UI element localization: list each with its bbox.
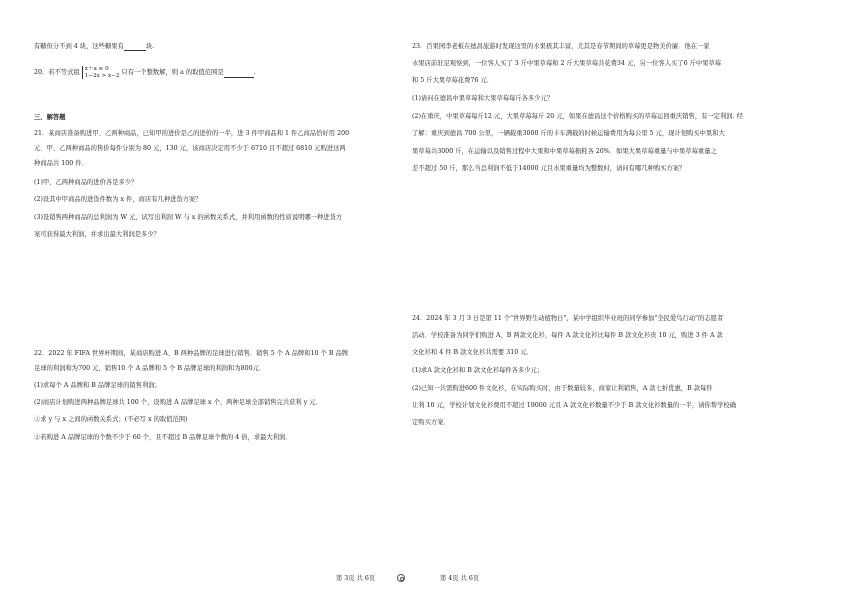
q19-tail: 有糖但分不到 4 块，这些糖果有 块. [34,43,155,50]
answer-blank [124,44,146,51]
question-20: 20．若不等式组 x＋a ≥ 0 1−2x > x−2 只有一个整数解，则 a 的取值范围是 . [34,66,256,79]
section-title: 三、解答题 [34,114,66,121]
page-number-right: 第 4页 共 6页 [440,575,480,582]
inequality-system: x＋a ≥ 0 1−2x > x−2 [82,66,120,79]
page-number-left: 第 3页 共 6页 [336,575,376,582]
binding-mark-icon [397,574,405,582]
answer-blank [224,70,254,77]
